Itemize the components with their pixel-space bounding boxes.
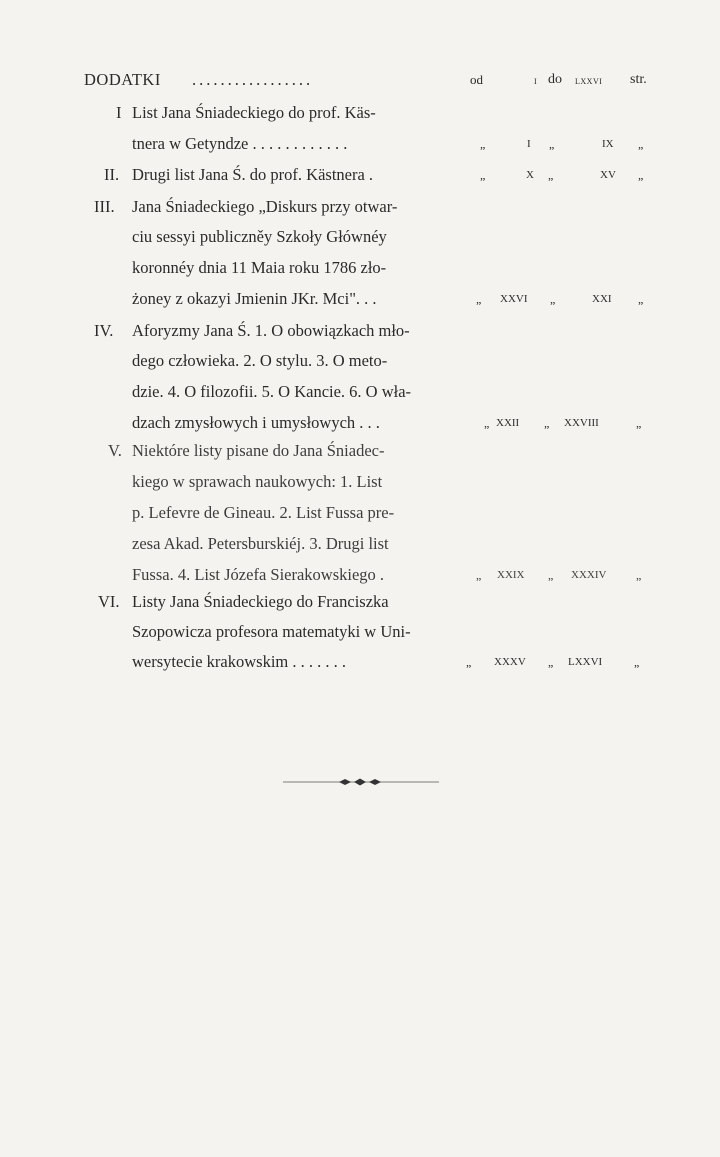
heading-dots: ................. — [192, 70, 314, 89]
entry-line — [132, 617, 411, 647]
entry-mid: „ — [548, 168, 554, 182]
entry-line — [132, 529, 389, 559]
entry-mark: „ — [480, 168, 486, 182]
entry-number: II. — [104, 165, 120, 184]
entry-line — [132, 498, 394, 528]
entry-mark: „ — [480, 137, 486, 151]
entry-from: X — [526, 169, 534, 181]
entry-from: I — [527, 138, 531, 150]
entry-text: Aforyzmy Jana Ś. 1. O obowiązkach mło- — [132, 321, 410, 340]
entry-from: XXXV — [494, 656, 526, 668]
entry-text: dzie. 4. O filozofii. 5. O Kancie. 6. O wła- — [132, 382, 412, 401]
entry-text: List Jana Śniadeckiego do prof. Käs- — [132, 103, 376, 122]
entry-line — [132, 253, 386, 283]
entry-line — [116, 98, 376, 128]
entry-number: V. — [108, 441, 122, 460]
entry-end: „ — [638, 168, 644, 182]
entry-mid: „ — [548, 655, 554, 669]
entry-text: Jana Śniadeckiego „Diskurs przy otwar- — [132, 197, 398, 216]
entry-to: XXI — [592, 293, 612, 305]
entry-mark: „ — [466, 655, 472, 669]
entry-line — [132, 284, 672, 314]
heading-to: lxxvi — [575, 73, 603, 87]
entry-from: XXII — [496, 417, 520, 429]
entry-number: I — [116, 103, 122, 122]
entry-line — [132, 129, 672, 159]
entry-mid: „ — [544, 416, 550, 430]
heading-line — [84, 65, 674, 95]
entry-to: IX — [602, 138, 614, 150]
entry-line — [132, 467, 382, 497]
entry-text: ciu sessyi publiczněy Szkoły Głównéy — [132, 227, 387, 246]
entry-text: tnera w Getyndze . . . . . . . . . . . . — [132, 134, 348, 153]
entry-text: wersytecie krakowskim . . . . . . . — [132, 652, 346, 671]
entry-mark: „ — [476, 292, 482, 306]
entry-end: „ — [634, 655, 640, 669]
entry-text: Szopowicza profesora matematyki w Uni- — [132, 622, 411, 641]
entry-to: XXXIV — [571, 569, 607, 581]
entry-mid: „ — [548, 568, 554, 582]
entry-text: zesa Akad. Petersburskiéj. 3. Drugi list — [132, 534, 389, 553]
entry-text: Fussa. 4. List Józefa Sierakowskiego . — [132, 565, 385, 584]
entry-number: IV. — [94, 321, 114, 340]
entry-line — [132, 346, 387, 376]
entry-line — [132, 560, 672, 590]
entry-text: dego człowieka. 2. O stylu. 3. O meto- — [132, 351, 388, 370]
heading-from: i — [534, 73, 537, 87]
entry-to: XXVIII — [564, 417, 599, 429]
entry-line — [132, 408, 672, 438]
entry-line — [132, 222, 387, 252]
entry-to: LXXVI — [568, 656, 603, 668]
entry-mark: „ — [476, 568, 482, 582]
entry-line — [132, 377, 411, 407]
entry-from: XXVI — [500, 293, 528, 305]
entry-mid: „ — [549, 137, 555, 151]
entry-line — [104, 160, 672, 190]
entry-text: Listy Jana Śniadeckiego do Franciszka — [132, 592, 389, 611]
entry-text: żoney z okazyi Jmienin JKr. Mci". . . — [132, 289, 377, 308]
entry-text: p. Lefevre de Gineau. 2. List Fussa pre- — [132, 503, 395, 522]
entry-end: „ — [638, 292, 644, 306]
heading-title: DODATKI — [84, 70, 161, 89]
entry-number: VI. — [98, 592, 120, 611]
decorative-rule-ornament — [283, 777, 439, 787]
entry-line — [132, 647, 672, 677]
entry-text: Niektóre listy pisane do Jana Śniadec- — [132, 441, 385, 460]
entry-line — [108, 436, 385, 466]
entry-from: XXIX — [497, 569, 525, 581]
entry-text: koronnéy dnia 11 Maia roku 1786 zło- — [132, 258, 387, 277]
heading-unit: str. — [630, 72, 647, 87]
entry-text: Drugi list Jana Ś. do prof. Kästnera . — [132, 165, 374, 184]
heading-to-word: do — [548, 72, 562, 87]
entry-text: dzach zmysłowych i umysłowych . . . — [132, 413, 380, 432]
entry-end: „ — [636, 416, 642, 430]
entry-mid: „ — [550, 292, 556, 306]
entry-line — [98, 587, 389, 617]
entry-line — [94, 192, 398, 222]
heading-from-word: od — [470, 72, 483, 87]
entry-mark: „ — [484, 416, 490, 430]
entry-to: XV — [600, 169, 616, 181]
entry-end: „ — [636, 568, 642, 582]
entry-end: „ — [638, 137, 644, 151]
entry-line — [94, 316, 410, 346]
entry-text: kiego w sprawach naukowych: 1. List — [132, 472, 383, 491]
entry-number: III. — [94, 197, 115, 216]
